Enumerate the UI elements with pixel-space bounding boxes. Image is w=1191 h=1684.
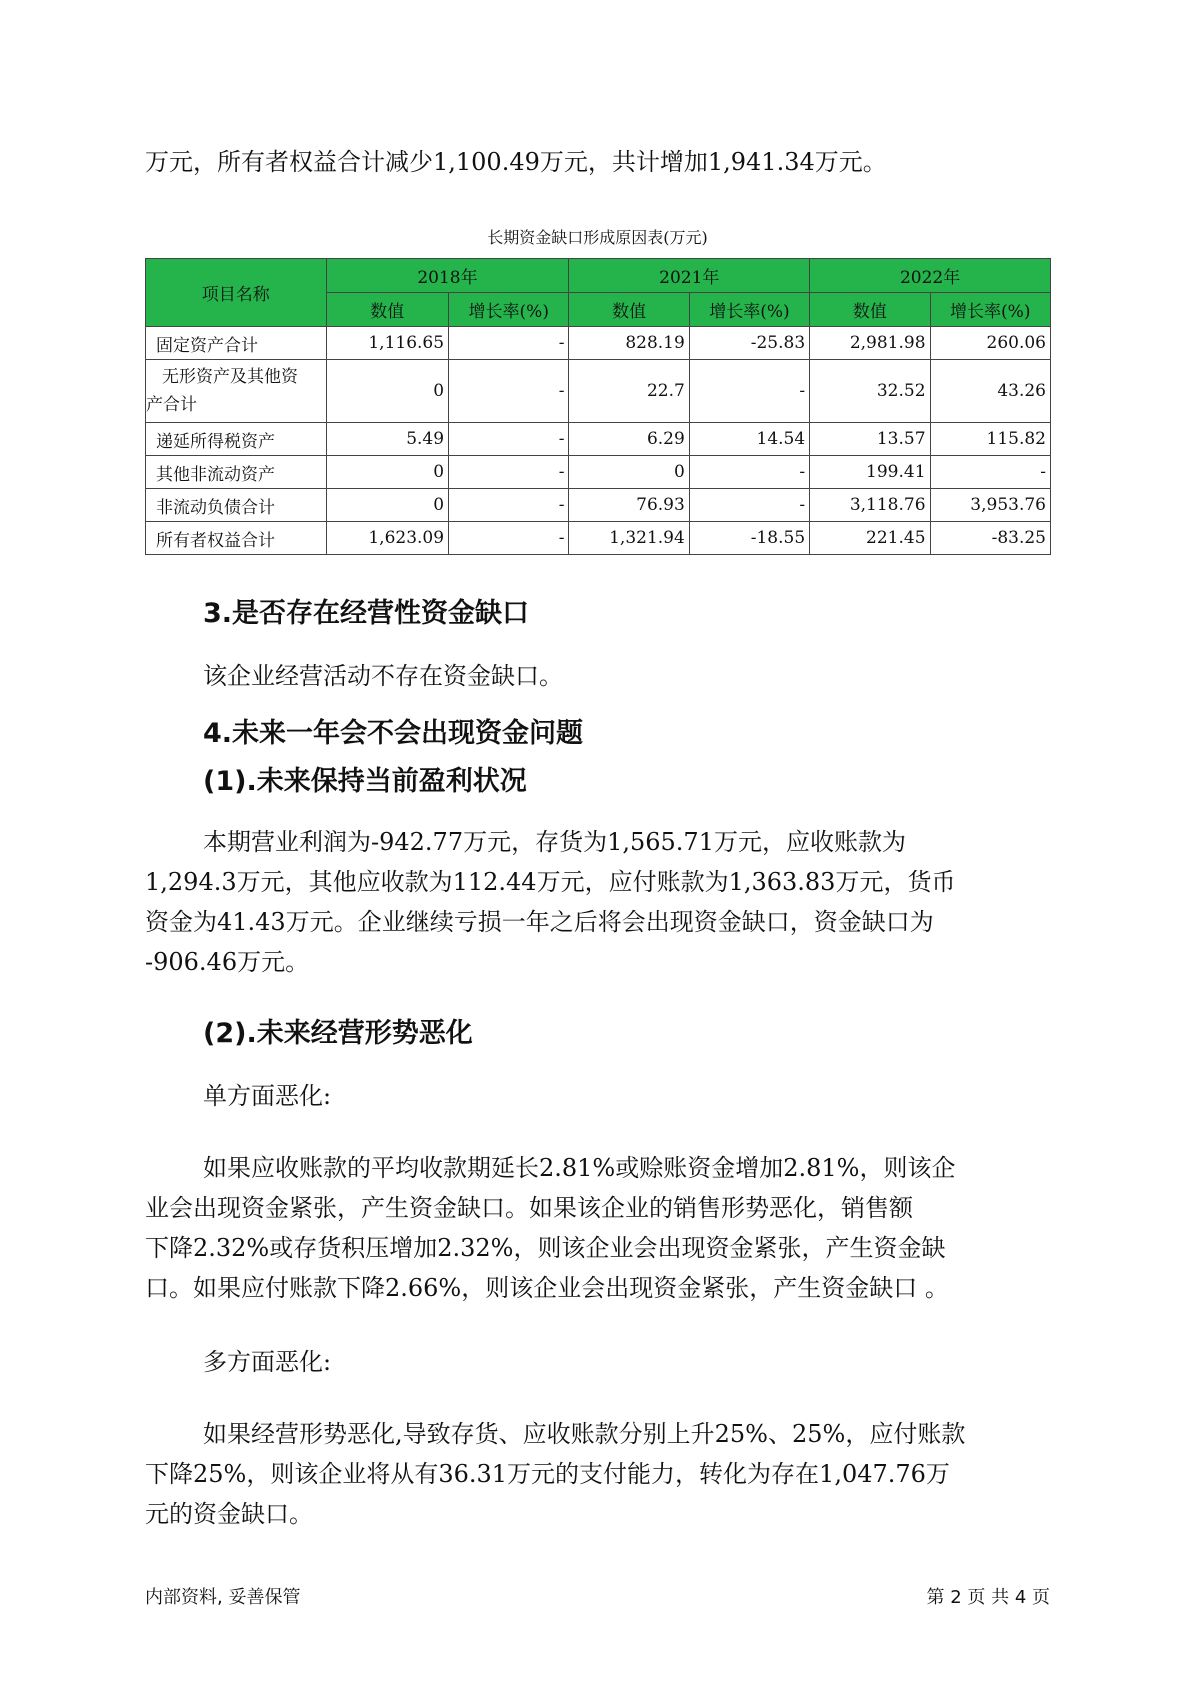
paragraph-line: 元的资金缺口。 (145, 1500, 313, 1528)
table-cell: -25.83 (689, 327, 809, 360)
row-name-line2: 产合计 (146, 395, 197, 415)
table-cell: -83.25 (930, 522, 1050, 555)
paragraph-line: 业会出现资金紧张，产生资金缺口。如果该企业的销售形势恶化，销售额 (145, 1194, 913, 1222)
section-heading: 4.未来一年会不会出现资金问题 (203, 718, 584, 749)
paragraph-line: -906.46万元。 (145, 948, 310, 976)
subsection-heading: (2).未来经营形势恶化 (203, 1018, 473, 1049)
header-value: 数值 (326, 293, 449, 327)
table-cell: 199.41 (810, 456, 930, 489)
table-cell: 76.93 (569, 489, 689, 522)
single-label (203, 1076, 1050, 1116)
table-cell: 6.29 (569, 423, 689, 456)
header-value: 数值 (810, 293, 930, 327)
row-name (146, 360, 327, 423)
intro-paragraph (145, 142, 1050, 182)
table-cell: 32.52 (810, 360, 930, 423)
paragraph-line: 该企业经营活动不存在资金缺口。 (203, 662, 563, 690)
row-name: 所有者权益合计 (146, 522, 327, 555)
table-cell: - (930, 456, 1050, 489)
table-cell: - (689, 360, 809, 423)
table-row (146, 423, 1051, 456)
sub1-paragraph (145, 822, 1050, 982)
section-heading: 3.是否存在经营性资金缺口 (203, 598, 530, 629)
table-cell: - (689, 456, 809, 489)
row-name: 非流动负债合计 (146, 489, 327, 522)
table-cell: 115.82 (930, 423, 1050, 456)
table-cell: 14.54 (689, 423, 809, 456)
header-value: 数值 (569, 293, 689, 327)
paragraph-line: 万元，所有者权益合计减少1,100.49万元，共计增加1,941.34万元。 (145, 148, 887, 176)
table-cell: 5.49 (326, 423, 449, 456)
multi-label (203, 1342, 1050, 1382)
paragraph-line: 口。如果应付账款下降2.66%，则该企业会出现资金紧张，产生资金缺口 。 (145, 1274, 949, 1302)
table-cell: 3,953.76 (930, 489, 1050, 522)
paragraph-line: 多方面恶化: (203, 1348, 332, 1376)
subsection-heading: (1).未来保持当前盈利状况 (203, 766, 527, 797)
header-year: 2022年 (810, 259, 1051, 293)
section3-paragraph (203, 656, 1050, 696)
table-cell: 1,623.09 (326, 522, 449, 555)
table-cell: - (449, 456, 569, 489)
table-cell: - (449, 522, 569, 555)
page-number: 第 2 页 共 4 页 (926, 1587, 1050, 1608)
header-item-name: 项目名称 (146, 259, 327, 327)
table-cell: - (449, 489, 569, 522)
table-cell: 260.06 (930, 327, 1050, 360)
table-caption: 长期资金缺口形成原因表(万元) (487, 228, 708, 247)
table-row (146, 489, 1051, 522)
header-growth: 增长率(%) (449, 293, 569, 327)
table-cell: 828.19 (569, 327, 689, 360)
header-year: 2021年 (569, 259, 810, 293)
paragraph-line: 如果经营形势恶化,导致存货、应收账款分别上升25%、25%，应付账款 (203, 1420, 966, 1448)
funding-gap-table (145, 258, 1051, 555)
table-cell: 0 (326, 360, 449, 423)
table-cell: - (689, 489, 809, 522)
paragraph-line: 1,294.3万元，其他应收款为112.44万元，应付账款为1,363.83万元，货币 (145, 868, 956, 896)
table-row (146, 522, 1051, 555)
table-row (146, 327, 1051, 360)
row-name: 其他非流动资产 (146, 456, 327, 489)
paragraph-line: 本期营业利润为-942.77万元，存货为1,565.71万元，应收账款为 (203, 828, 906, 856)
table-cell: -18.55 (689, 522, 809, 555)
table-cell: - (449, 327, 569, 360)
table-cell: 13.57 (810, 423, 930, 456)
header-year: 2018年 (326, 259, 569, 293)
table-cell: 0 (569, 456, 689, 489)
table-cell: - (449, 360, 569, 423)
paragraph-line: 单方面恶化: (203, 1082, 332, 1110)
table-cell: 221.45 (810, 522, 930, 555)
row-name: 固定资产合计 (146, 327, 327, 360)
paragraph-line: 如果应收账款的平均收款期延长2.81%或赊账资金增加2.81%，则该企 (203, 1154, 956, 1182)
table-cell: 2,981.98 (810, 327, 930, 360)
table-cell: - (449, 423, 569, 456)
table-row (146, 360, 1051, 423)
table-cell: 3,118.76 (810, 489, 930, 522)
paragraph-line: 下降2.32%或存货积压增加2.32%，则该企业会出现资金紧张，产生资金缺 (145, 1234, 946, 1262)
multi-paragraph (145, 1414, 1050, 1534)
footer-note: 内部资料, 妥善保管 (145, 1587, 301, 1608)
paragraph-line: 资金为41.43万元。企业继续亏损一年之后将会出现资金缺口，资金缺口为 (145, 908, 934, 936)
paragraph-line: 下降25%，则该企业将从有36.31万元的支付能力，转化为存在1,047.76万 (145, 1460, 950, 1488)
table-cell: 0 (326, 489, 449, 522)
row-name-line1: 无形资产及其他资 (162, 367, 298, 387)
single-paragraph (145, 1148, 1050, 1308)
table-row (146, 456, 1051, 489)
table-cell: 0 (326, 456, 449, 489)
header-growth: 增长率(%) (689, 293, 809, 327)
table-cell: 22.7 (569, 360, 689, 423)
table-cell: 1,321.94 (569, 522, 689, 555)
table-cell: 43.26 (930, 360, 1050, 423)
table-cell: 1,116.65 (326, 327, 449, 360)
header-growth: 增长率(%) (930, 293, 1050, 327)
row-name: 递延所得税资产 (146, 423, 327, 456)
